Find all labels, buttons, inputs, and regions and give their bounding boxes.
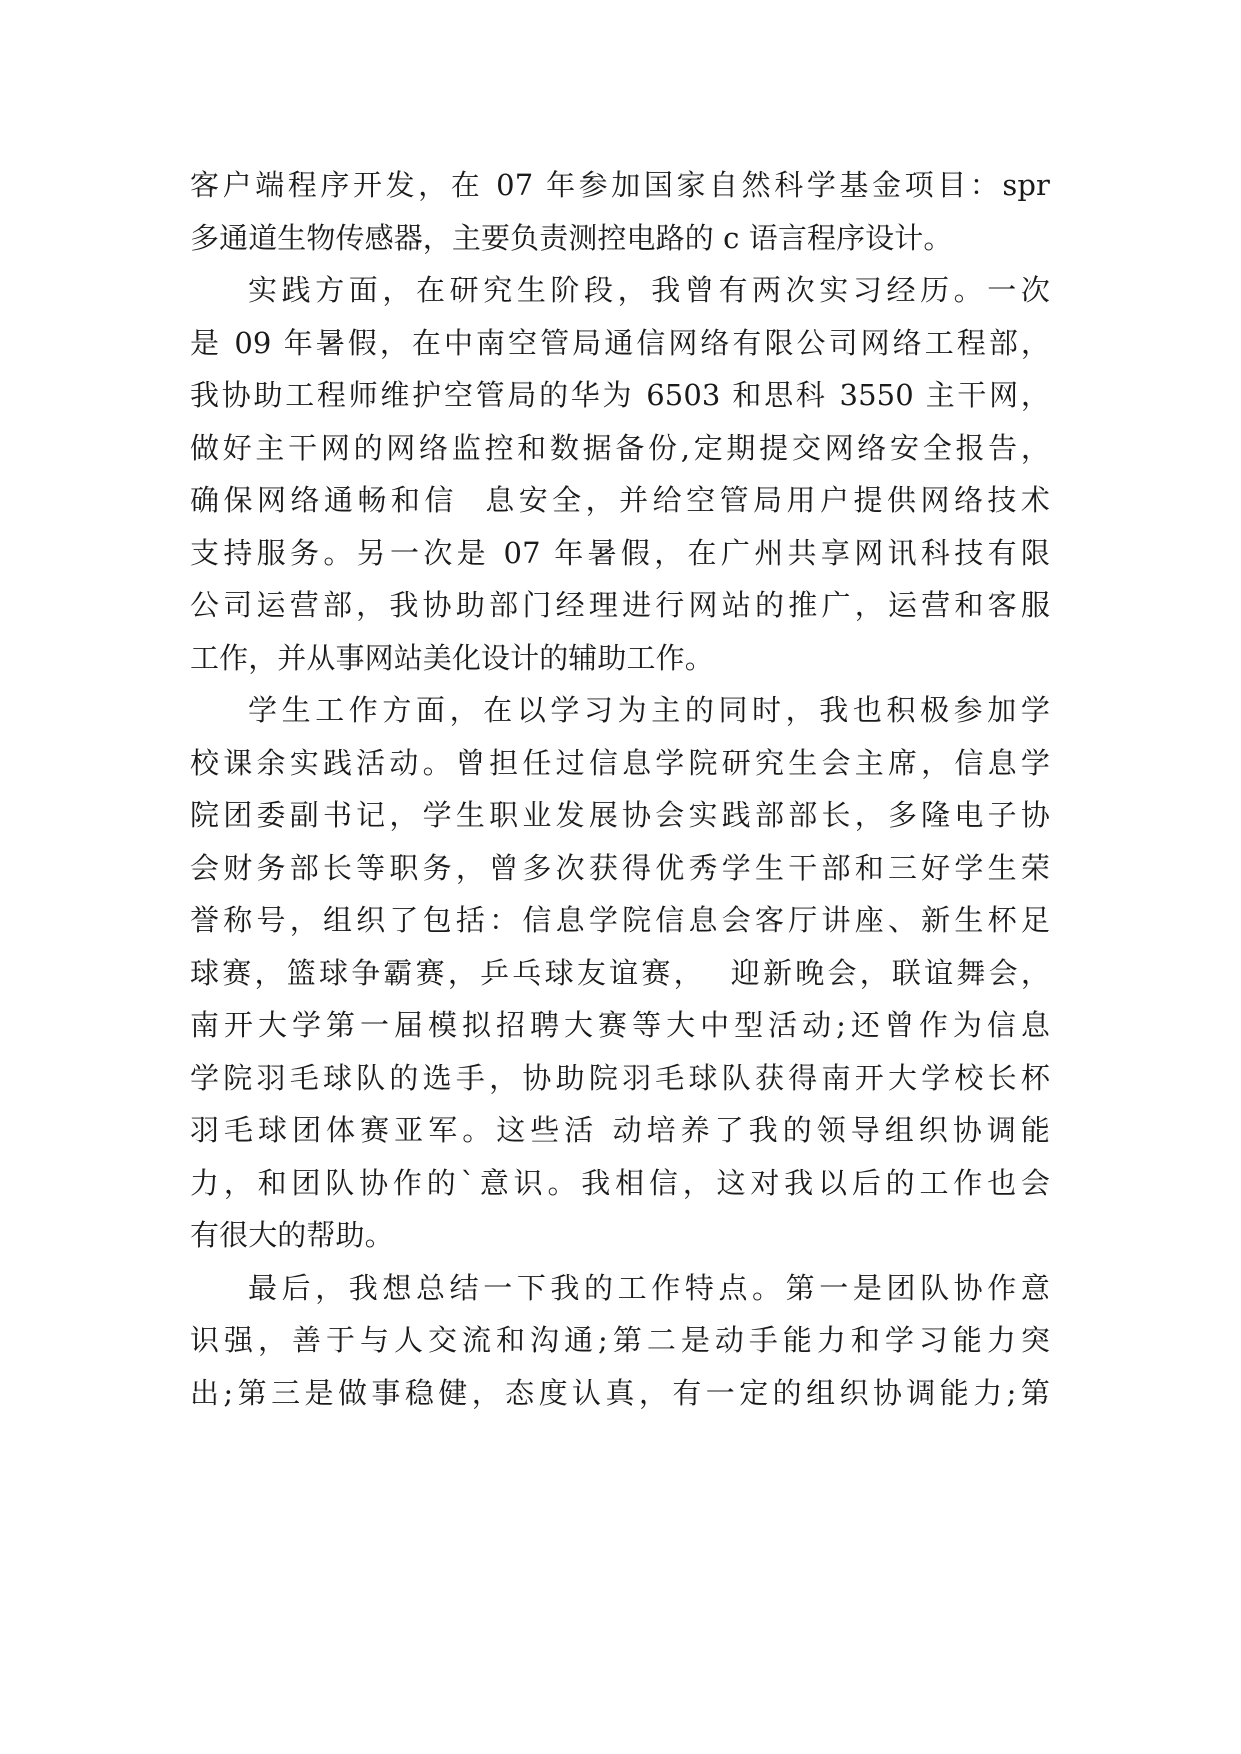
paragraph-1-line-1: 客户端程序开发，在 07 年参加国家自然科学基金项目：spr bbox=[190, 168, 1050, 202]
paragraph-3-line-5: 誉称号，组织了包括：信息学院信息会客厅讲座、新生杯足 bbox=[190, 903, 1050, 937]
paragraph-3-line-8: 学院羽毛球队的选手，协助院羽毛球队获得南开大学校长杯 bbox=[190, 1060, 1050, 1095]
paragraph-3-line-2: 校课余实践活动。曾担任过信息学院研究生会主席，信息学 bbox=[190, 745, 1050, 780]
paragraph-3-line-6: 球赛，篮球争霸赛，乒乓球友谊赛， 迎新晚会，联谊舞会， bbox=[190, 955, 1050, 990]
paragraph-3-line-7: 南开大学第一届模拟招聘大赛等大中型活动;还曾作为信息 bbox=[190, 1008, 1050, 1042]
paragraph-1-line-2: 多通道生物传感器，主要负责测控电路的 c 语言程序设计。 bbox=[190, 220, 953, 255]
paragraph-3-line-9: 羽毛球团体赛亚军。这些活 动培养了我的领导组织协调能 bbox=[190, 1113, 1050, 1147]
document-body bbox=[190, 159, 1050, 1419]
paragraph-3-line-4: 会财务部长等职务，曾多次获得优秀学生干部和三好学生荣 bbox=[190, 850, 1050, 885]
paragraph-3-line-3: 院团委副书记，学生职业发展协会实践部部长，多隆电子协 bbox=[190, 798, 1050, 832]
paragraph-2-line-2: 是 09 年暑假，在中南空管局通信网络有限公司网络工程部， bbox=[190, 325, 1050, 360]
paragraph-2-line-8: 工作，并从事网站美化设计的辅助工作。 bbox=[190, 640, 714, 675]
paragraph-2-line-7: 公司运营部，我协助部门经理进行网站的推广，运营和客服 bbox=[190, 588, 1050, 622]
paragraph-4-line-3: 出;第三是做事稳健，态度认真，有一定的组织协调能力;第 bbox=[190, 1375, 1050, 1410]
paragraph-3-line-1: 学生工作方面，在以学习为主的同时，我也积极参加学 bbox=[248, 693, 1050, 727]
paragraph-2-line-4: 做好主干网的网络监控和数据备份,定期提交网络安全报告， bbox=[190, 430, 1050, 465]
paragraph-2-line-6: 支持服务。另一次是 07 年暑假，在广州共享网讯科技有限 bbox=[190, 535, 1050, 570]
paragraph-2-line-1: 实践方面，在研究生阶段，我曾有两次实习经历。一次 bbox=[248, 273, 1050, 307]
paragraph-2-line-3: 我协助工程师维护空管局的华为 6503 和思科 3550 主干网， bbox=[190, 378, 1050, 412]
paragraph-3-line-11: 有很大的帮助。 bbox=[190, 1218, 394, 1252]
paragraph-4-line-1: 最后，我想总结一下我的工作特点。第一是团队协作意 bbox=[248, 1270, 1050, 1305]
paragraph-3-line-10: 力，和团队协作的`意识。我相信，这对我以后的工作也会 bbox=[190, 1165, 1050, 1200]
paragraph-2-line-5: 确保网络通畅和信 息安全，并给空管局用户提供网络技术 bbox=[190, 483, 1050, 517]
paragraph-4-line-2: 识强，善于与人交流和沟通;第二是动手能力和学习能力突 bbox=[190, 1323, 1050, 1357]
